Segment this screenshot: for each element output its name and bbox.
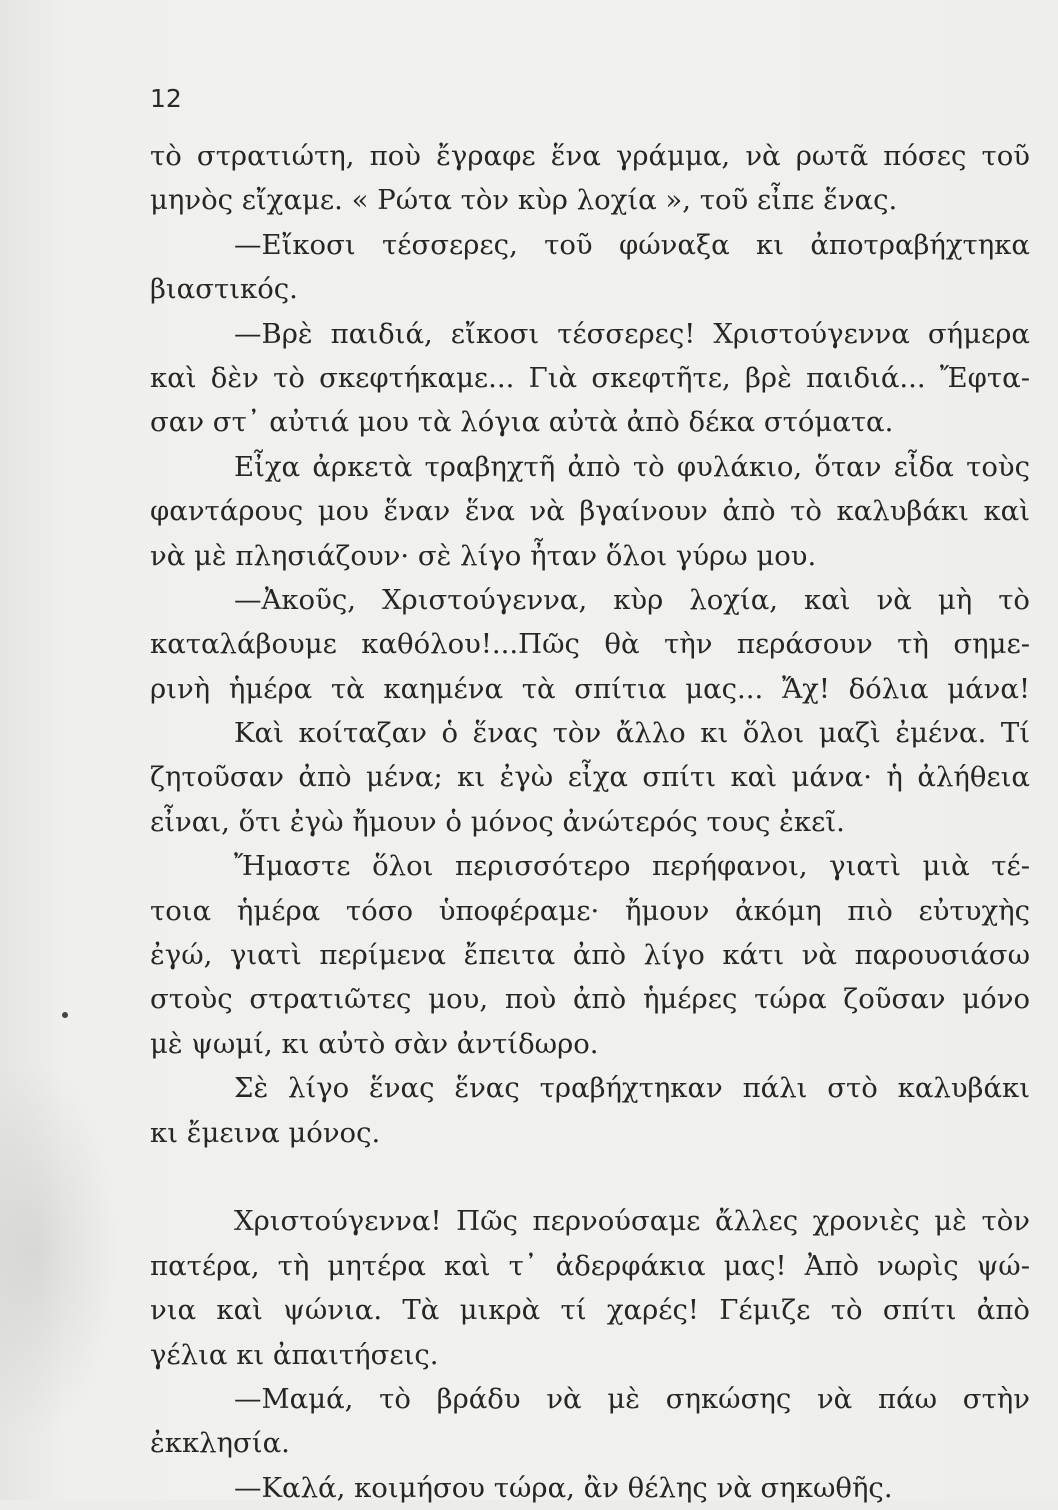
text-line: Χριστούγεννα! Πῶς περνούσαμε ἄλλες χρονιὲς μὲ τὸν — [234, 1205, 1030, 1238]
ink-speck — [62, 1012, 68, 1018]
text-line: κι ἔμεινα μόνος. — [150, 1116, 381, 1149]
text-line: ἐκκλησία. — [150, 1427, 290, 1460]
text-line: πατέρα, τὴ μητέρα καὶ τ᾽ ἀδερφάκια μας! Ἀπὸ νωρὶς ψώ- — [150, 1249, 1030, 1282]
text-line: Σὲ λίγο ἕνας ἕνας τραβήχτηκαν πάλι στὸ καλυβάκι — [234, 1072, 1030, 1105]
text-line: ζητοῦσαν ἀπὸ μένα; κι ἐγὼ εἶχα σπίτι καὶ μάνα· ἡ ἀλήθεια — [150, 761, 1030, 794]
text-line: νὰ μὲ πλησιάζουν· σὲ λίγο ἦταν ὅλοι γύρω μου. — [150, 539, 817, 572]
text-line: τοια ἡμέρα τόσο ὑποφέραμε· ἤμουν ἀκόμη πιὸ εὐτυχὴς — [150, 894, 1030, 927]
page-number: 12 — [150, 84, 182, 113]
text-line: εἶναι, ὅτι ἐγὼ ἤμουν ὁ μόνος ἀνώτερός τους ἐκεῖ. — [150, 805, 845, 838]
text-line: ἐγώ, γιατὶ περίμενα ἔπειτα ἀπὸ λίγο κάτι νὰ παρουσιάσω — [150, 939, 1030, 972]
text-line: —Βρὲ παιδιά, εἴκοσι τέσσερες! Χριστούγεννα σήμερα — [234, 317, 1030, 350]
text-line: νια καὶ ψώνια. Τὰ μικρὰ τί χαρές! Γέμιζε τὸ σπίτι ἀπὸ — [150, 1294, 1030, 1327]
text-line: ρινὴ ἡμέρα τὰ καημένα τὰ σπίτια μας... Ἄχ! δόλια μάνα! — [150, 672, 1030, 705]
text-line: βιαστικός. — [150, 273, 298, 306]
paragraph-gap — [150, 1155, 1030, 1199]
text-line: καταλάβουμε καθόλου!...Πῶς θὰ τὴν περάσουν τὴ σημε- — [150, 628, 1030, 661]
text-line: Εἶχα ἀρκετὰ τραβηχτῆ ἀπὸ τὸ φυλάκιο, ὅταν εἶδα τοὺς — [234, 450, 1030, 483]
text-line: μηνὸς εἴχαμε. « Ρώτα τὸν κὺρ λοχία », τοῦ εἶπε ἕνας. — [150, 184, 898, 217]
text-line: —Εἴκοσι τέσσερες, τοῦ φώναξα κι ἀποτραβήχτηκα — [234, 228, 1030, 261]
paper-stain — [0, 1060, 120, 1440]
text-line: φαντάρους μου ἕναν ἕνα νὰ βγαίνουν ἀπὸ τὸ καλυβάκι καὶ — [150, 495, 1030, 528]
text-line: Ἤμαστε ὅλοι περισσότερο περήφανοι, γιατὶ μιὰ τέ- — [234, 850, 1030, 883]
text-line: τὸ στρατιώτη, ποὺ ἔγραφε ἕνα γράμμα, νὰ ρωτᾶ πόσες τοῦ — [150, 140, 1030, 172]
body-text — [150, 134, 1030, 1510]
text-line: —Καλά, κοιμήσου τώρα, ἂν θέλης νὰ σηκωθῆς. — [234, 1471, 893, 1504]
text-line: στοὺς στρατιῶτες μου, ποὺ ἀπὸ ἡμέρες τώρα ζοῦσαν μόνο — [150, 983, 1030, 1016]
text-line: σαν στ᾽ αὐτιά μου τὰ λόγια αὐτὰ ἀπὸ δέκα στόματα. — [150, 406, 894, 439]
text-line: μὲ ψωμί, κι αὐτὸ σὰν ἀντίδωρο. — [150, 1027, 599, 1060]
text-line: γέλια κι ἀπαιτήσεις. — [150, 1338, 439, 1371]
text-line: καὶ δὲν τὸ σκεφτήκαμε... Γιὰ σκεφτῆτε, βρὲ παιδιά... Ἔφτα- — [150, 361, 1030, 394]
text-line: —Ἀκοῦς, Χριστούγεννα, κὺρ λοχία, καὶ νὰ μὴ τὸ — [234, 583, 1030, 616]
text-line: —Μαμά, τὸ βράδυ νὰ μὲ σηκώσης νὰ πάω στὴν — [234, 1382, 1030, 1415]
text-line: Καὶ κοίταζαν ὁ ἕνας τὸν ἄλλο κι ὅλοι μαζὶ ἐμένα. Τί — [234, 717, 1030, 750]
